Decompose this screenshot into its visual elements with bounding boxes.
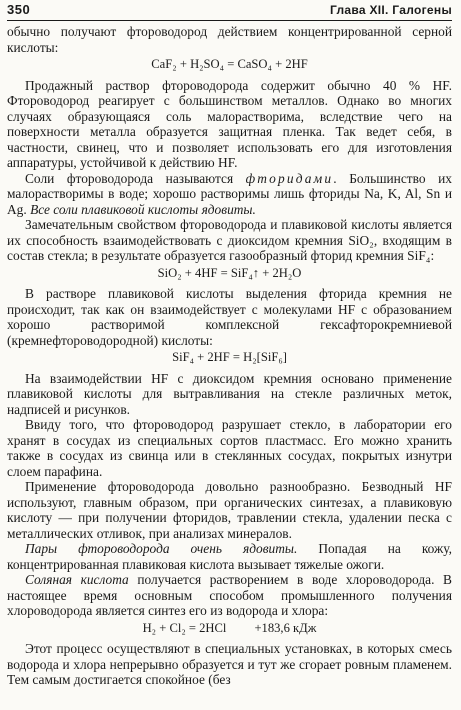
paragraph <box>7 541 452 572</box>
paragraph: В растворе плавиковой кислоты выделения фторида кремния не происходит, так как он взаимодействует с молекулами HF с образованием хорошо растворимой комплексной гексафторокремниевой (кремнефтороводородной) кислоты: <box>7 286 452 348</box>
paragraph: Применение фтороводорода довольно разнообразно. Безводный HF используют, главным образом, при органических синтезах, а плавиковую кислоту — при получении фторидов, травлении стекла, удалении песка с металлических отливок, при анализах минералов. <box>7 479 452 541</box>
equation-body: H₂ + Cl₂ = 2HCl <box>142 620 227 635</box>
paragraph <box>7 171 452 218</box>
paragraph: Продажный раствор фтороводорода содержит обычно 40 % HF. Фтороводород реагирует с большинством металлов. Однако во многих случаях образующаяся соль малорастворима, вследствие чего на поверхности металла образуется защитная пленка. Так ведет себя, в частности, свинец, что и позволяет использовать его для изготовления аппаратуры, устойчивой к действию HF. <box>7 77 452 170</box>
paragraph: Ввиду того, что фтороводород разрушает стекло, в лаборатории его хранят в сосудах из специальных сортов пластмасс. Его можно хранить также в сосудах из свинца или в стеклянных сосудах, покрытых изнутри слоем парафина. <box>7 417 452 479</box>
paragraph: На взаимодействии HF с диоксидом кремния основано применение плавиковой кислоты для вытравливания на стекле различных меток, надписей и рисунков. <box>7 370 452 417</box>
page-number: 350 <box>7 2 31 17</box>
reaction-heat: +183,6 кДж <box>254 620 317 635</box>
equation: SiF₄ + 2HF = H₂[SiF₆] <box>172 350 287 364</box>
running-header <box>7 2 452 21</box>
warning-emphasis: Пары фтороводорода очень ядовиты. <box>25 541 298 556</box>
term-emphasis: фторидами <box>245 170 334 186</box>
text-run: . Большинство их малорастворимы в воде; хорошо растворимы лишь фториды Na, K, Al, Sn и Ag. <box>7 170 452 217</box>
text-run: получается растворением в воде хлороводорода. В настоящее время основным способом промышленного получения хлороводорода является синтез его из водорода и хлора: <box>7 572 452 618</box>
chapter-title: Глава XII. Галогены <box>329 3 452 17</box>
text-run: Попадая на кожу, концентрированная плавиковая кислота вызывает тяжелые ожоги. <box>7 541 452 572</box>
warning-emphasis: Все соли плавиковой кислоты ядовиты. <box>30 201 256 217</box>
equation: SiO₂ + 4HF = SiF₄↑ + 2H₂O <box>157 265 302 280</box>
equation <box>7 621 452 637</box>
paragraph <box>7 572 452 619</box>
page-body <box>7 24 452 688</box>
paragraph: Этот процесс осуществляют в специальных установках, в которых смесь водорода и хлора непрерывно образуется и тут же сгорает ровным пламенем. Тем самым достигается спокойное (без <box>7 641 452 687</box>
term-emphasis: Соляная кислота <box>25 572 129 587</box>
paragraph: обычно получают фтороводород действием концентрированной серной кислоты: <box>7 24 452 55</box>
paragraph: Замечательным свойством фтороводорода и плавиковой кислоты является их способность взаимодействовать с диоксидом кремния SiO₂, входящим в состав стекла; в результате образуется газообразный фторид кремния SiF₄: <box>7 217 452 263</box>
equation: CaF₂ + H₂SO₄ = CaSO₄ + 2HF <box>151 57 308 71</box>
text-run: Соли фтороводорода называются <box>25 170 246 186</box>
